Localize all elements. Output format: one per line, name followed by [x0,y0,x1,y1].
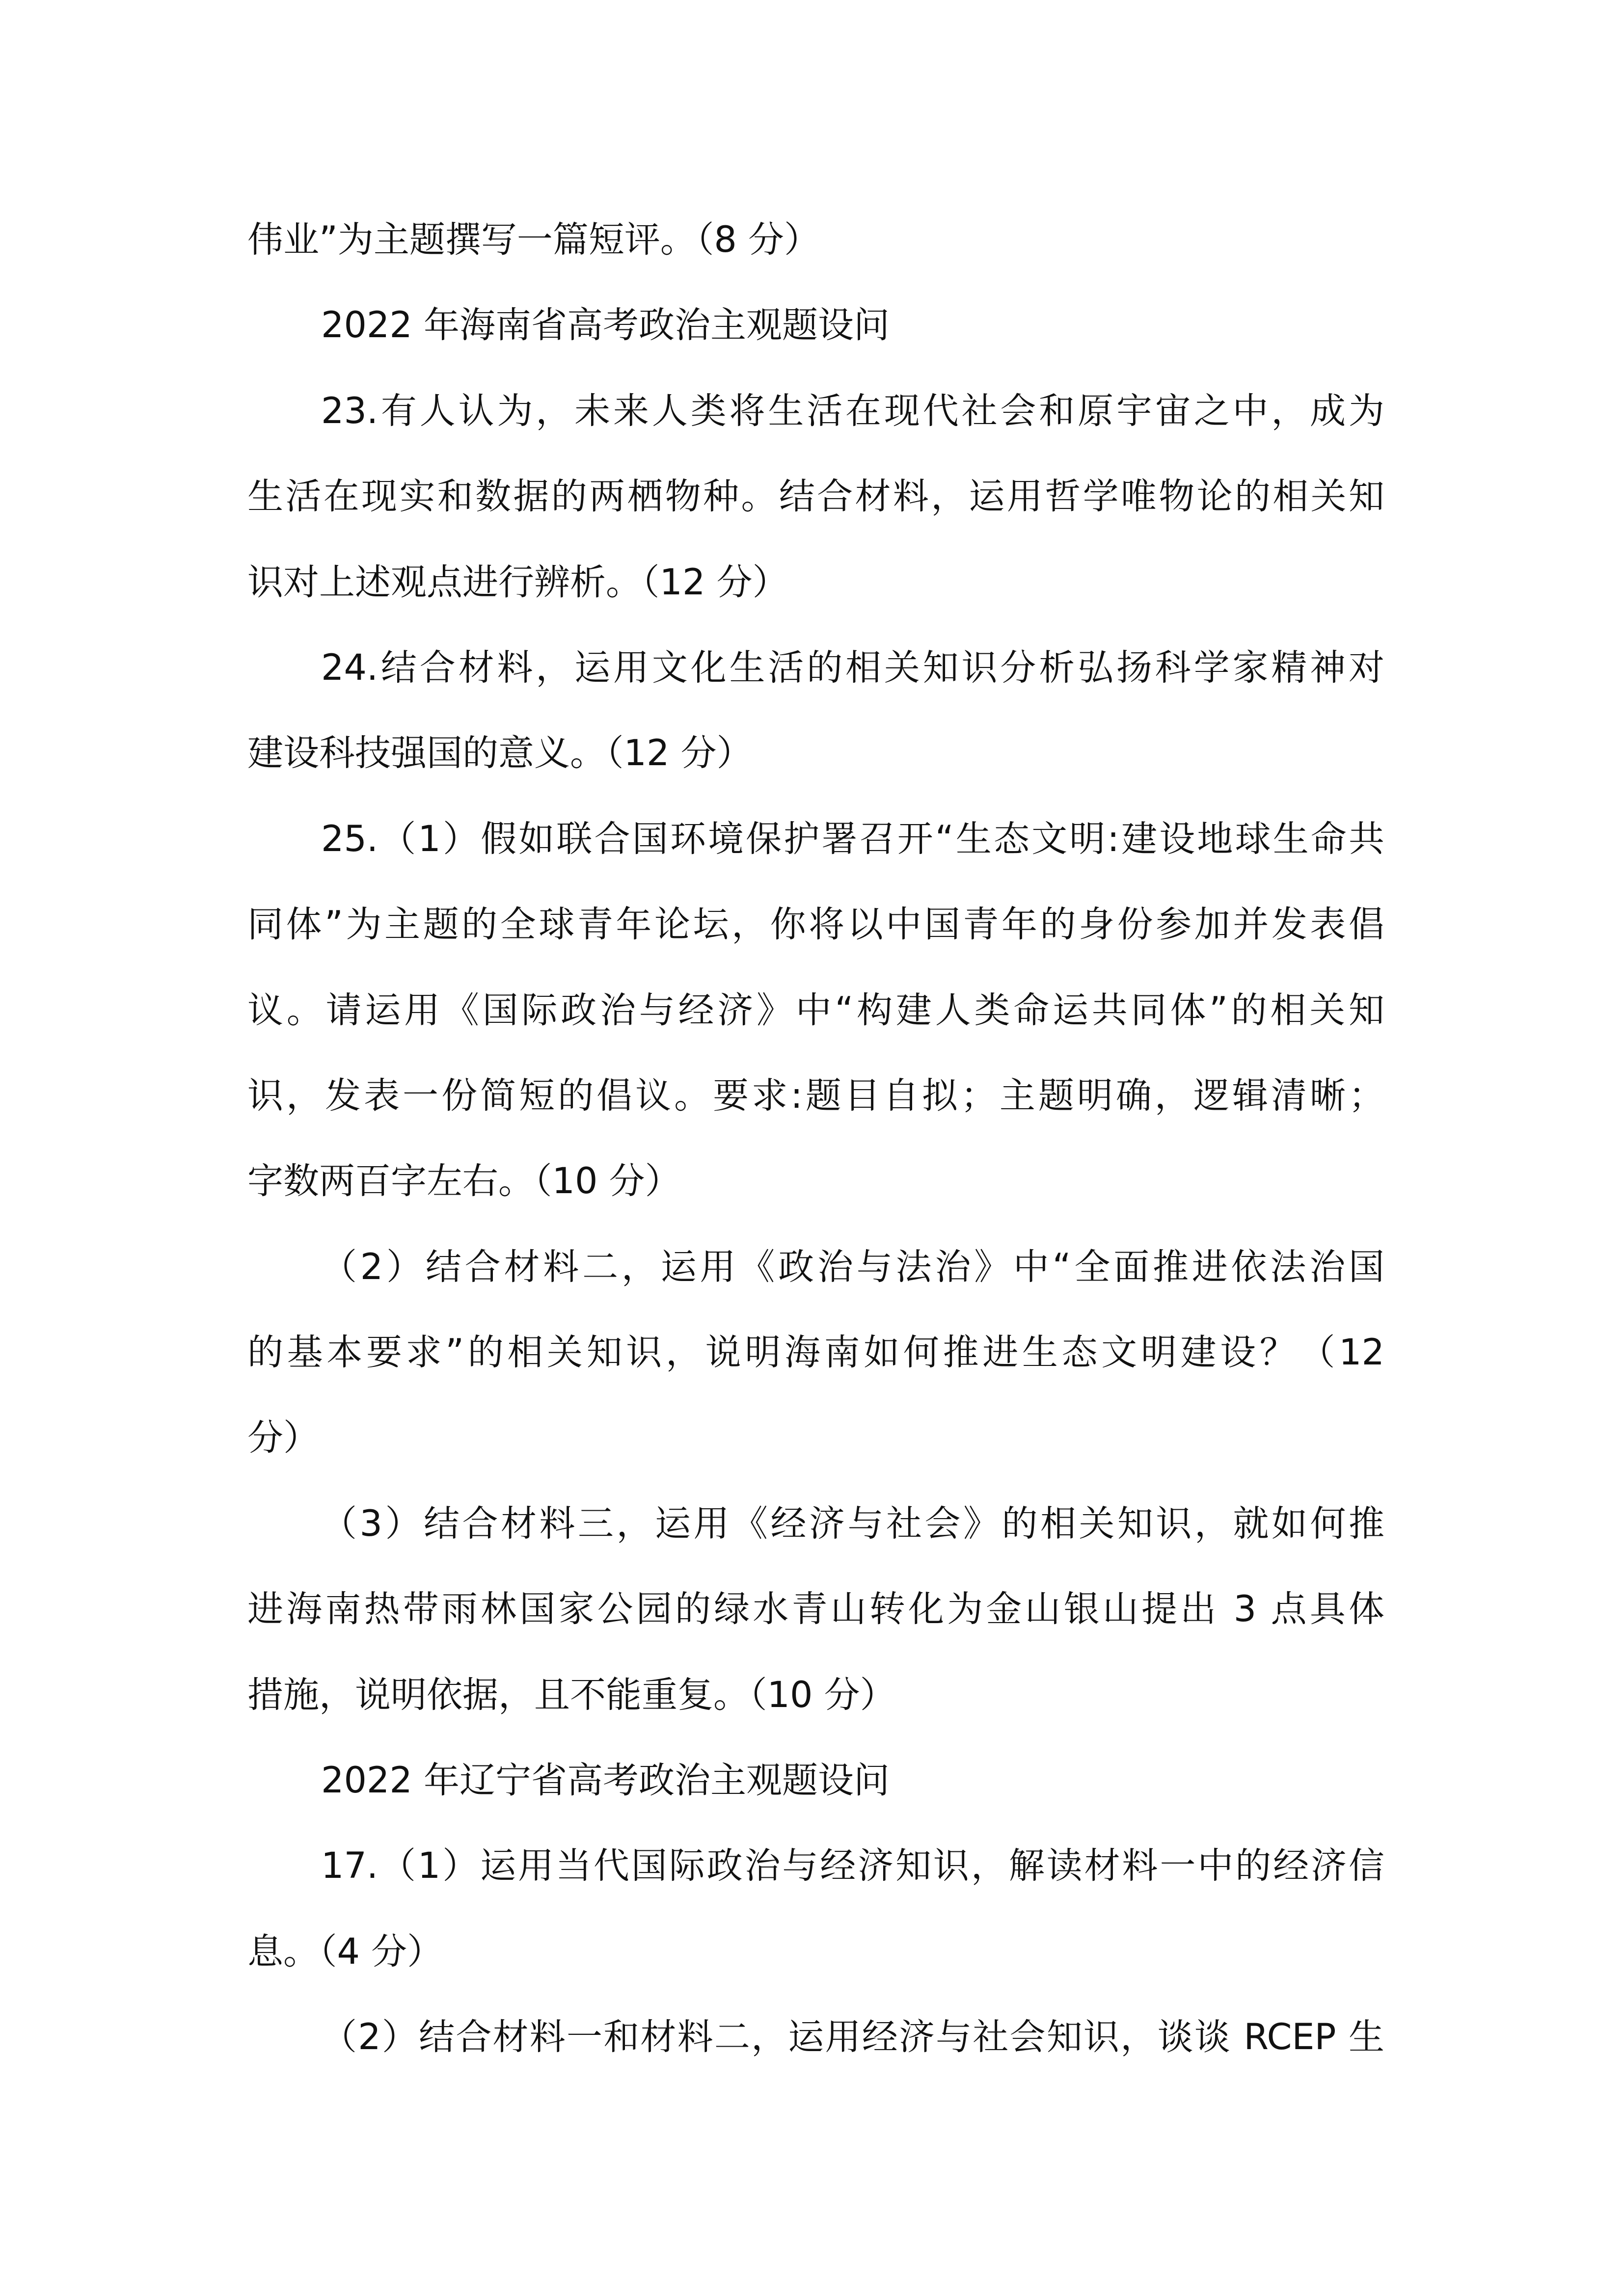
question-25-1-line-4: 识，发表一份简短的倡议。要求:题目自拟；主题明确，逻辑清晰； [247,1074,1384,1117]
question-23-line-3: 识对上述观点进行辨析。（12 分） [247,561,788,603]
question-25-1-line-1: 25.（1）假如联合国环境保护署召开“生态文明:建设地球生命共 [321,818,1384,860]
question-25-2-line-3: 分） [247,1417,319,1459]
question-25-2-line-1: （2）结合材料二，运用《政治与法治》中“全面推进依法治国 [321,1246,1384,1288]
question-25-3-line-1: （3）结合材料三，运用《经济与社会》的相关知识，就如何推 [321,1502,1384,1545]
question-25-3-line-2: 进海南热带雨林国家公园的绿水青山转化为金山银山提出 3 点具体 [247,1588,1384,1630]
question-23-line-1: 23.有人认为，未来人类将生活在现代社会和原宇宙之中，成为 [321,390,1384,432]
question-25-1-line-2: 同体”为主题的全球青年论坛，你将以中国青年的身份参加并发表倡 [247,904,1384,946]
question-24-line-2: 建设科技强国的意义。（12 分） [247,732,753,774]
question-23-line-2: 生活在现实和数据的两栖物种。结合材料，运用哲学唯物论的相关知 [247,476,1384,518]
question-17-1-line-1: 17.（1）运用当代国际政治与经济知识，解读材料一中的经济信 [321,1845,1384,1887]
question-24-line-1: 24.结合材料，运用文化生活的相关知识分析弘扬科学家精神对 [321,646,1384,689]
question-25-2-line-2: 的基本要求”的相关知识，说明海南如何推进生态文明建设？（12 [247,1332,1384,1374]
continuation-line: 伟业”为主题撰写一篇短评。（8 分） [247,219,820,261]
question-25-1-line-3: 议。请运用《国际政治与经济》中“构建人类命运共同体”的相关知 [247,989,1384,1031]
question-25-1-line-5: 字数两百字左右。（10 分） [247,1160,681,1202]
question-17-2-line-1: （2）结合材料一和材料二，运用经济与社会知识，谈谈 RCEP 生 [321,2016,1384,2058]
question-17-1-line-2: 息。（4 分） [247,1930,443,1973]
hainan-section-heading: 2022 年海南省高考政治主观题设问 [321,304,890,347]
document-body [247,197,1384,2081]
question-25-3-line-3: 措施，说明依据，且不能重复。（10 分） [247,1674,896,1716]
liaoning-section-heading: 2022 年辽宁省高考政治主观题设问 [321,1760,890,1802]
